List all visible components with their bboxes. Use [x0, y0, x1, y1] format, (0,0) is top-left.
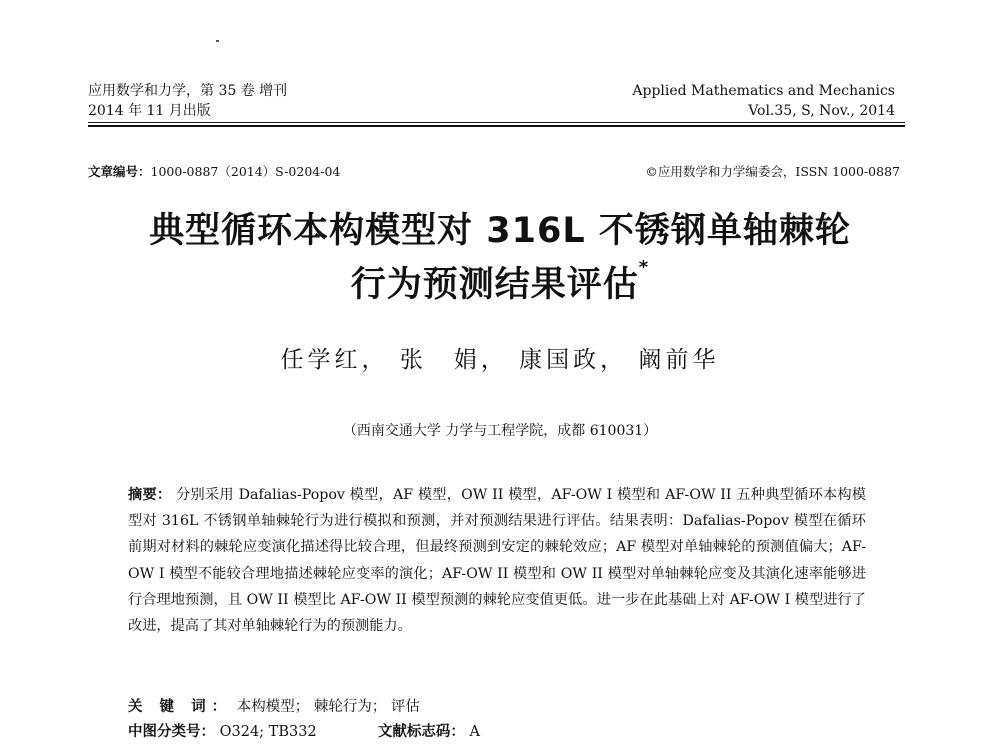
journal-header-left [88, 81, 287, 121]
document-code-value: A [469, 724, 480, 740]
article-number-value: 1000-0887（2014）S-0204-04 [150, 164, 341, 179]
title-line-2-text: 行为预测结果评估 [350, 265, 639, 305]
author-list: 任学红， 张 娟， 康国政， 阚前华 [280, 347, 720, 373]
paper-title [0, 204, 1000, 312]
keywords-label: 关 键 词： [128, 698, 233, 715]
journal-name-en: Applied Mathematics and Mechanics [632, 83, 895, 99]
affiliation: （西南交通大学 力学与工程学院，成都 610031） [342, 423, 658, 439]
title-line-2 [0, 258, 1000, 312]
title-line-1: 典型循环本构模型对 316L 不锈钢单轴棘轮 [149, 211, 851, 251]
title-footnote-mark: * [638, 257, 650, 278]
keywords-items: 本构模型； 棘轮行为； 评估 [236, 699, 420, 715]
article-number-label: 文章编号： [88, 164, 151, 179]
header-rule-thin [88, 122, 905, 123]
journal-name-cn: 应用数学和力学，第 35 卷 增刊 [88, 83, 288, 99]
header-rule-thick [88, 125, 905, 127]
abstract [128, 482, 866, 639]
abstract-text: 分别采用 Dafalias-Popov 模型，AF 模型，OW II 模型，AF-OW I 模型和 AF-OW II 五种典型循环本构模型对 316L 不锈钢单轴棘轮行为进行模拟和预测，并对预测结果进行评估。结果表明：Dafalias-Popov 模型在循环前期对材料的棘轮应变演化描述得比较合理，但最终预测到安定的棘轮效应；AF 模型对单轴棘轮的预测值偏大；AF-OW I 模型不能较合理地描述棘轮应变率的演化；AF-OW II 模型和 OW II 模型对单轴棘轮应变及其演化速率能够进行合理地预测，且 OW II 模型比 AF-OW II 模型预测的棘轮应变值更低。进一步在此基础上对 AF-OW I 模型进行了改进，提高了其对单轴棘轮行为的预测能力。 [128, 487, 866, 635]
document-code-label: 文献标志码： [377, 723, 465, 740]
article-number [88, 163, 340, 181]
volume-info-en: Vol.35, S, Nov., 2014 [748, 103, 895, 119]
abstract-label: 摘要： [128, 487, 172, 503]
clc-label: 中图分类号： [128, 723, 215, 740]
journal-header-right [632, 81, 895, 121]
clc-value: O324; TB332 [219, 724, 317, 740]
keywords [128, 695, 420, 719]
scan-artifact [216, 40, 219, 42]
classification-line [128, 720, 480, 744]
publication-date-cn: 2014 年 11 月出版 [88, 103, 211, 119]
copyright-notice: ©应用数学和力学编委会，ISSN 1000-0887 [645, 164, 900, 179]
